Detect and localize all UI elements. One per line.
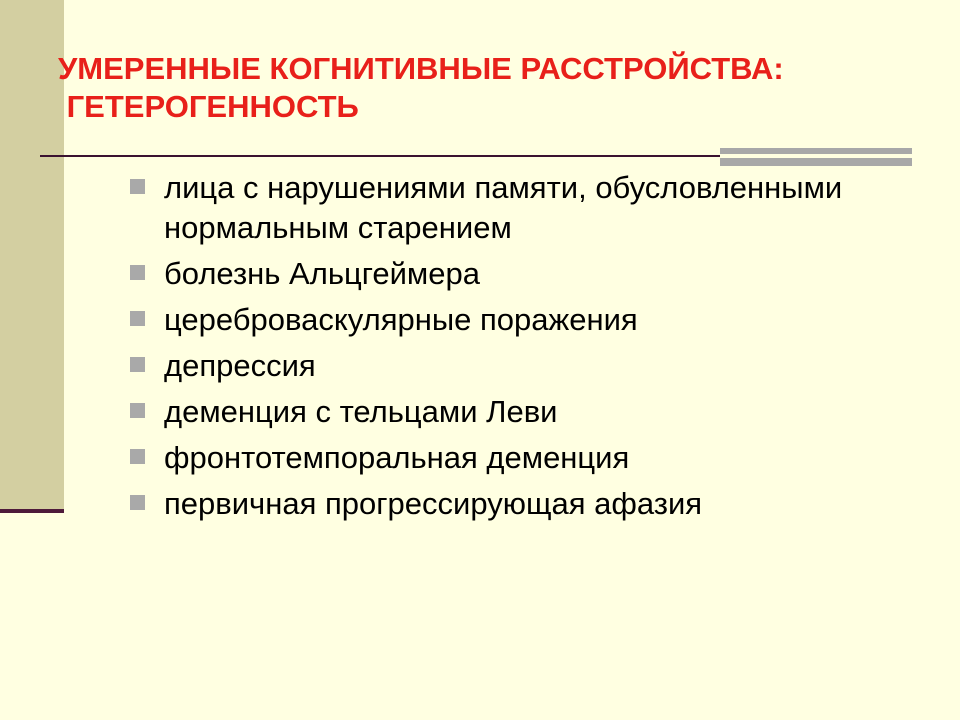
- square-bullet-icon: [130, 265, 145, 280]
- square-bullet-icon: [130, 311, 145, 326]
- list-item-text: фронтотемпоральная деменция: [164, 440, 630, 475]
- list-item: [130, 168, 890, 248]
- list-item-text: депрессия: [164, 348, 316, 383]
- list-item-text: деменция с тельцами Леви: [164, 394, 558, 429]
- list-item-text: болезнь Альцгеймера: [164, 256, 480, 291]
- square-bullet-icon: [130, 495, 145, 510]
- list-item: [130, 392, 890, 432]
- square-bullet-icon: [130, 179, 145, 194]
- list-item-text: лица с нарушениями памяти, обусловленными нормальным старением: [164, 170, 843, 245]
- list-item: [130, 438, 890, 478]
- side-decor-line: [0, 509, 64, 513]
- list-item: [130, 254, 890, 294]
- slide-title: УМЕРЕННЫЕ КОГНИТИВНЫЕ РАССТРОЙСТВА: ГЕТЕРОГЕННОСТЬ: [58, 51, 784, 124]
- title-divider-accent: [720, 148, 912, 166]
- square-bullet-icon: [130, 403, 145, 418]
- list-item: [130, 300, 890, 340]
- side-decor-bar: [0, 0, 64, 510]
- list-item: [130, 484, 890, 524]
- square-bullet-icon: [130, 357, 145, 372]
- square-bullet-icon: [130, 449, 145, 464]
- list-item-text: цереброваскулярные поражения: [164, 302, 638, 337]
- bullet-list: [130, 168, 890, 530]
- list-item: [130, 346, 890, 386]
- list-item-text: первичная прогрессирующая афазия: [164, 486, 703, 521]
